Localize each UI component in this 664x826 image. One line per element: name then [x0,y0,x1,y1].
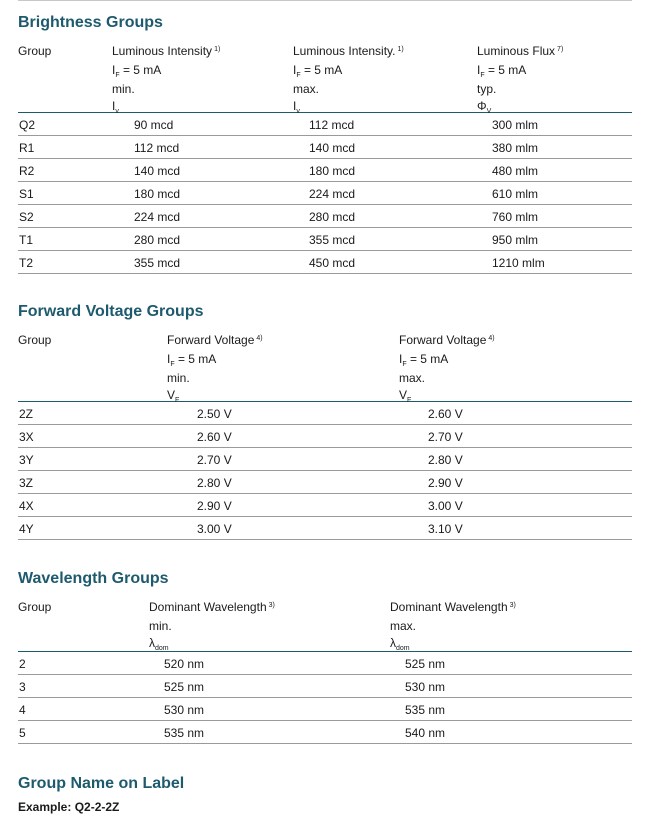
cell-group: T2 [19,256,34,270]
brightness-table-body [18,113,632,274]
table-row [18,182,632,205]
voltage-table-body [18,402,632,540]
cell-flux: 610 mlm [492,187,539,201]
cell-group: S2 [19,210,34,224]
cell-group: 5 [19,726,26,740]
cell-voltage-min: 2.70 V [197,453,232,467]
header-forward-voltage-max: Forward Voltage $^{4)}$ $I_F = 5$ mA max. $V_F$ [399,333,495,404]
header-luminous-intensity-min: Luminous Intensity $^{1)}$ $I_F = 5$ mA min. $I_v$ [112,44,221,115]
cell-voltage-min: 2.50 V [197,407,232,421]
cell-intensity-min: 224 mcd [134,210,181,224]
cell-group: R2 [19,164,35,178]
cell-wavelength-min: 520 nm [164,657,205,671]
wavelength-table-header [18,599,632,651]
cell-voltage-max: 2.80 V [428,453,463,467]
cell-wavelength-max: 525 nm [405,657,446,671]
table-row [18,448,632,471]
cell-intensity-max: 224 mcd [309,187,356,201]
brightness-table-header [18,43,632,115]
table-row [18,113,632,136]
table-row [18,698,632,721]
cell-group: T1 [19,233,34,247]
brightness-groups-title: Brightness Groups [18,14,163,31]
top-divider [18,0,632,1]
header-group: Group [18,333,52,347]
header-forward-voltage-min: Forward Voltage $^{4)}$ $I_F = 5$ mA min. $V_F$ [167,333,263,404]
cell-voltage-max: 2.90 V [428,476,463,490]
table-row [18,721,632,744]
cell-intensity-min: 90 mcd [134,118,174,132]
cell-voltage-max: 2.70 V [428,430,463,444]
table-row [18,425,632,448]
table-row [18,159,632,182]
cell-group: 3Z [19,476,34,490]
cell-wavelength-max: 530 nm [405,680,446,694]
cell-intensity-max: 280 mcd [309,210,356,224]
cell-intensity-max: 355 mcd [309,233,356,247]
cell-voltage-max: 3.00 V [428,499,463,513]
cell-voltage-max: 3.10 V [428,522,463,536]
cell-wavelength-min: 525 nm [164,680,205,694]
group-name-label-title: Group Name on Label [18,775,185,792]
cell-intensity-min: 355 mcd [134,256,181,270]
wavelength-groups-title: Wavelength Groups [18,570,169,587]
group-name-label-section [18,774,632,814]
cell-group: 2 [19,657,26,671]
wavelength-table-body [18,652,632,744]
cell-group: Q2 [19,118,36,132]
header-group: Group [18,44,52,58]
cell-group: 4 [19,703,26,717]
cell-wavelength-max: 540 nm [405,726,446,740]
cell-group: 4X [19,499,34,513]
header-luminous-flux: Luminous Flux $^{7)}$ $I_F = 5$ mA typ. $\Phi_V$ [477,44,564,115]
cell-flux: 300 mlm [492,118,539,132]
cell-flux: 480 mlm [492,164,539,178]
cell-flux: 1210 mlm [492,256,545,270]
cell-intensity-min: 280 mcd [134,233,181,247]
cell-voltage-max: 2.60 V [428,407,463,421]
table-row [18,205,632,228]
table-row [18,675,632,698]
cell-group: 3X [19,430,34,444]
header-dominant-wavelength-min: Dominant Wavelength $^{3)}$ min. $\lambda_{dom}$ [149,600,275,652]
cell-intensity-max: 140 mcd [309,141,356,155]
cell-voltage-min: 2.80 V [197,476,232,490]
voltage-table-header [18,332,632,404]
cell-group: 3 [19,680,26,694]
cell-voltage-min: 2.60 V [197,430,232,444]
table-row [18,652,632,675]
table-row [18,228,632,251]
cell-intensity-min: 180 mcd [134,187,181,201]
forward-voltage-groups-title: Forward Voltage Groups [18,303,204,320]
brightness-groups-section [18,13,632,274]
wavelength-groups-section [18,569,632,744]
table-row [18,494,632,517]
cell-flux: 950 mlm [492,233,539,247]
cell-flux: 760 mlm [492,210,539,224]
table-row [18,517,632,540]
cell-group: 3Y [19,453,34,467]
cell-group: 2Z [19,407,34,421]
cell-group: R1 [19,141,35,155]
header-dominant-wavelength-max: Dominant Wavelength $^{3)}$ max. $\lambda_{dom}$ [390,600,516,652]
cell-group: S1 [19,187,34,201]
cell-wavelength-max: 535 nm [405,703,446,717]
table-row [18,402,632,425]
cell-wavelength-min: 535 nm [164,726,205,740]
cell-flux: 380 mlm [492,141,539,155]
cell-voltage-min: 2.90 V [197,499,232,513]
cell-intensity-max: 112 mcd [309,118,355,132]
forward-voltage-groups-section [18,302,632,540]
table-row [18,136,632,159]
cell-intensity-max: 180 mcd [309,164,356,178]
cell-group: 4Y [19,522,34,536]
header-luminous-intensity-max: Luminous Intensity. $^{1)}$ $I_F = 5$ mA max. $I_v$ [293,44,404,115]
table-row [18,471,632,494]
cell-voltage-min: 3.00 V [197,522,232,536]
cell-intensity-min: 140 mcd [134,164,181,178]
label-example: Example: Q2-2-2Z [18,800,120,814]
cell-intensity-min: 112 mcd [134,141,180,155]
header-group: Group [18,600,52,614]
cell-wavelength-min: 530 nm [164,703,205,717]
table-row [18,251,632,274]
cell-intensity-max: 450 mcd [309,256,356,270]
